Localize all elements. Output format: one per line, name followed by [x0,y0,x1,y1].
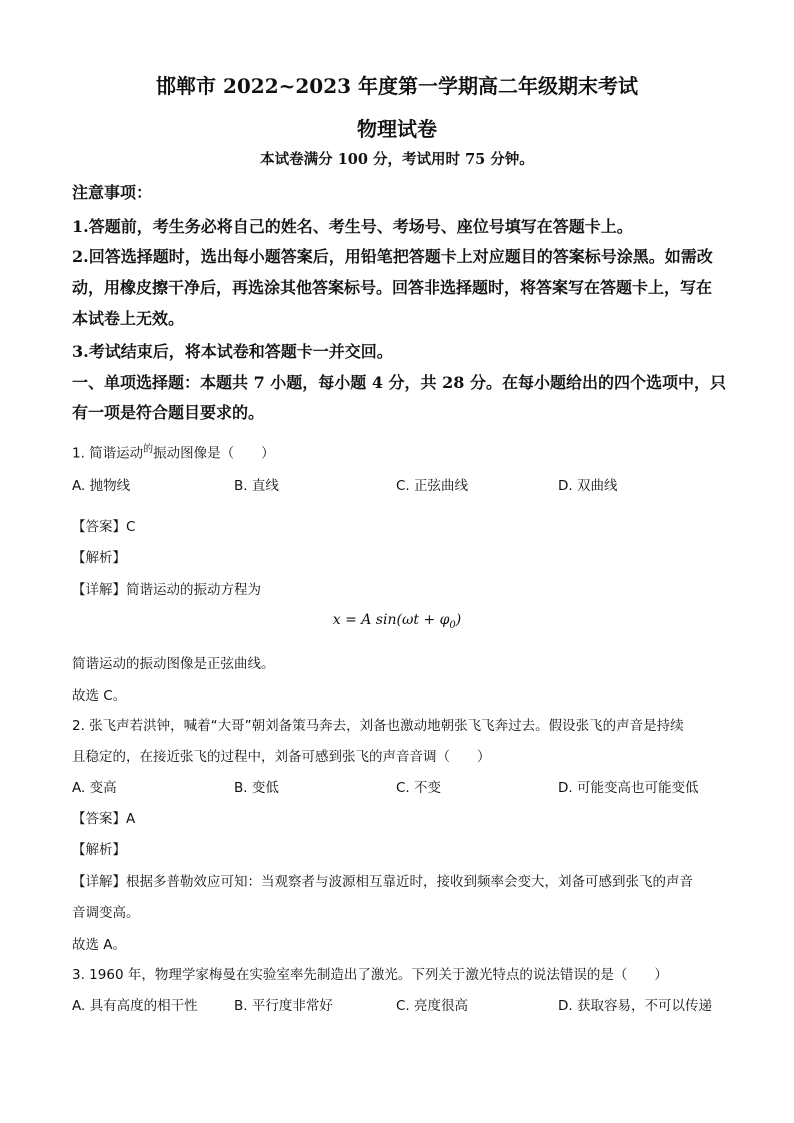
q2-option-a: A. 变高 [72,780,117,796]
q1-formula-end: ) [455,612,462,628]
q3-option-d: D. 获取容易，不可以传递 [558,998,712,1014]
q1-answer: 【答案】C [72,519,136,535]
q2-detail-2: 音调变高。 [72,905,140,921]
q2-analysis: 【解析】 [72,842,126,858]
exam-note: 本试卷满分 100 分，考试用时 75 分钟。 [260,151,534,168]
q1-formula-main: x = A sin(ωt + φ [332,612,450,628]
q2-option-b: B. 变低 [234,780,279,796]
q1-stem-sup: 的 [143,444,154,455]
section-heading-1: 一、单项选择题：本题共 7 小题，每小题 4 分，共 28 分。在每小题给出的四个选项中，只 [72,373,726,392]
q1-formula-sub: 0 [449,619,456,631]
question-3-stem: 3. 1960 年，物理学家梅曼在实验室率先制造出了激光。下列关于激光特点的说法错误的是（ ） [72,967,668,983]
q2-option-c: C. 不变 [396,780,442,796]
q1-stem-a: 1. 简谐运动 [72,445,144,462]
q2-detail-1: 【详解】根据多普勒效应可知：当观察者与波源相互靠近时，接收到频率会变大，刘备可感到张飞的声音 [72,874,693,890]
instruction-2c: 本试卷上无效。 [72,309,185,328]
q1-analysis: 【解析】 [72,550,126,566]
question-2-stem-2: 且稳定的，在接近张飞的过程中，刘备可感到张飞的声音音调（ ） [72,749,491,765]
q1-detail: 【详解】简谐运动的振动方程为 [72,582,261,598]
section-heading-2: 有一项是符合题目要求的。 [72,403,265,422]
q1-option-d: D. 双曲线 [558,478,618,494]
q3-option-c: C. 亮度很高 [396,998,469,1014]
q2-choice: 故选 A。 [72,937,127,953]
q1-choice: 故选 C。 [72,688,127,704]
q1-stem-b: 振动图像是（ ） [153,445,275,462]
q1-conclusion: 简谐运动的振动图像是正弦曲线。 [72,656,275,672]
q1-option-c: C. 正弦曲线 [396,478,469,494]
instructions-heading: 注意事项： [72,183,153,202]
instruction-2a: 2.回答选择题时，选出每小题答案后，用铅笔把答题卡上对应题目的答案标号涂黑。如需改 [72,247,713,266]
q1-option-b: B. 直线 [234,478,279,494]
q3-option-a: A. 具有高度的相干性 [72,998,198,1014]
q3-option-b: B. 平行度非常好 [234,998,333,1014]
q2-option-d: D. 可能变高也可能变低 [558,780,699,796]
instruction-3: 3.考试结束后，将本试卷和答题卡一并交回。 [72,342,393,361]
exam-title: 邯郸市 2022~2023 年度第一学期高二年级期末考试 [155,74,638,98]
q2-answer: 【答案】A [72,811,136,827]
q1-formula [0,612,794,631]
q1-option-a: A. 抛物线 [72,478,131,494]
exam-subject: 物理试卷 [357,117,437,141]
question-2-stem-1: 2. 张飞声若洪钟，喊着“大哥”朝刘备策马奔去，刘备也激动地朝张飞飞奔过去。假设张飞的声音是持续 [72,718,684,734]
question-1-stem [72,440,275,462]
instruction-1: 1.答题前，考生务必将自己的姓名、考生号、考场号、座位号填写在答题卡上。 [72,217,633,236]
instruction-2b: 动，用橡皮擦干净后，再选涂其他答案标号。回答非选择题时，将答案写在答题卡上，写在 [72,278,713,297]
